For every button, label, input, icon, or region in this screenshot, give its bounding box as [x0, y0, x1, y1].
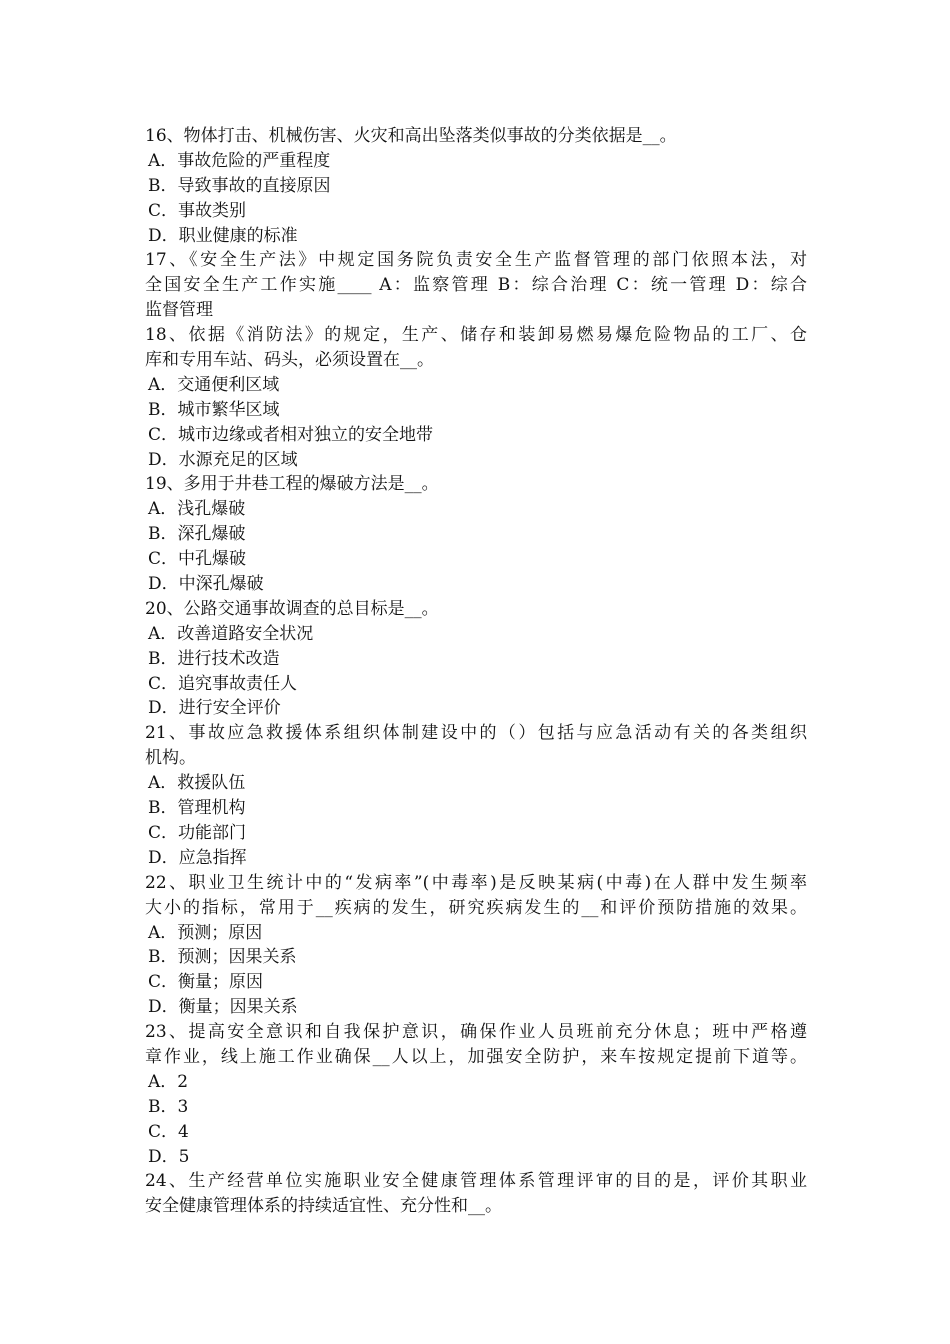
question-text-line: 库和专用车站、码头，必须设置在__。: [145, 350, 434, 371]
answer-option: B．城市繁华区域: [148, 399, 280, 420]
answer-option: C．追究事故责任人: [148, 673, 298, 694]
answer-option: C．衡量；原因: [148, 972, 264, 993]
question-text-line: 全国安全生产工作实施____ A：监察管理 B：综合治理 C：统一管理 D：综合: [145, 275, 807, 296]
answer-option: D．5: [148, 1146, 190, 1167]
answer-option: A．改善道路安全状况: [148, 623, 314, 644]
answer-option: C．4: [148, 1121, 189, 1142]
question-text-line: 章作业，线上施工作业确保__人以上，加强安全防护，来车按规定提前下道等。: [145, 1046, 807, 1067]
answer-option: B．3: [148, 1096, 189, 1117]
answer-option: B．深孔爆破: [148, 524, 246, 545]
document-page: [145, 124, 807, 1219]
answer-option: A．预测；原因: [148, 922, 263, 943]
answer-option: D．水源充足的区域: [148, 449, 298, 470]
answer-option: A．交通便利区域: [148, 374, 280, 395]
question-text-line: 20、公路交通事故调查的总目标是__。: [145, 598, 439, 619]
answer-option: B．导致事故的直接原因: [148, 175, 331, 196]
answer-option: C．事故类别: [148, 200, 247, 221]
question-text-line: 大小的指标，常用于__疾病的发生，研究疾病发生的__和评价预防措施的效果。: [145, 897, 807, 918]
answer-option: B．预测；因果关系: [148, 947, 297, 968]
answer-option: D．中深孔爆破: [148, 574, 264, 595]
answer-option: A．浅孔爆破: [148, 499, 246, 520]
answer-option: C．中孔爆破: [148, 549, 247, 570]
answer-option: D．职业健康的标准: [148, 225, 298, 246]
answer-option: B．管理机构: [148, 798, 246, 819]
question-text-line: 17、《安全生产法》中规定国务院负责安全生产监督管理的部门依照本法，对: [145, 250, 807, 271]
answer-option: D．应急指挥: [148, 847, 247, 868]
answer-option: D．衡量；因果关系: [148, 997, 298, 1018]
answer-option: D．进行安全评价: [148, 698, 281, 719]
question-text-line: 18、依据《消防法》的规定，生产、储存和装卸易燃易爆危险物品的工厂、仓: [145, 325, 807, 346]
answer-option: A．2: [148, 1071, 189, 1092]
question-text-line: 19、多用于井巷工程的爆破方法是__。: [145, 474, 439, 495]
answer-option: B．进行技术改造: [148, 648, 280, 669]
question-text-line: 16、物体打击、机械伤害、火灾和高出坠落类似事故的分类依据是__。: [145, 126, 677, 146]
question-text-line: 机构。: [145, 748, 196, 769]
question-text-line: 24、生产经营单位实施职业安全健康管理体系管理评审的目的是，评价其职业: [145, 1171, 807, 1192]
question-text-line: 23、提高安全意识和自我保护意识，确保作业人员班前充分休息；班中严格遵: [145, 1022, 807, 1043]
question-text-line: 安全健康管理体系的持续适宜性、充分性和__。: [145, 1196, 502, 1217]
question-text-line: 监督管理: [145, 300, 213, 321]
answer-option: C．城市边缘或者相对独立的安全地带: [148, 424, 434, 445]
answer-option: A．事故危险的严重程度: [148, 150, 331, 171]
answer-option: C．功能部门: [148, 822, 247, 843]
question-text-line: 22、职业卫生统计中的“发病率”(中毒率)是反映某病(中毒)在人群中发生频率: [145, 872, 807, 893]
answer-option: A．救援队伍: [148, 773, 246, 794]
question-text-line: 21、事故应急救援体系组织体制建设中的（）包括与应急活动有关的各类组织: [145, 723, 807, 744]
